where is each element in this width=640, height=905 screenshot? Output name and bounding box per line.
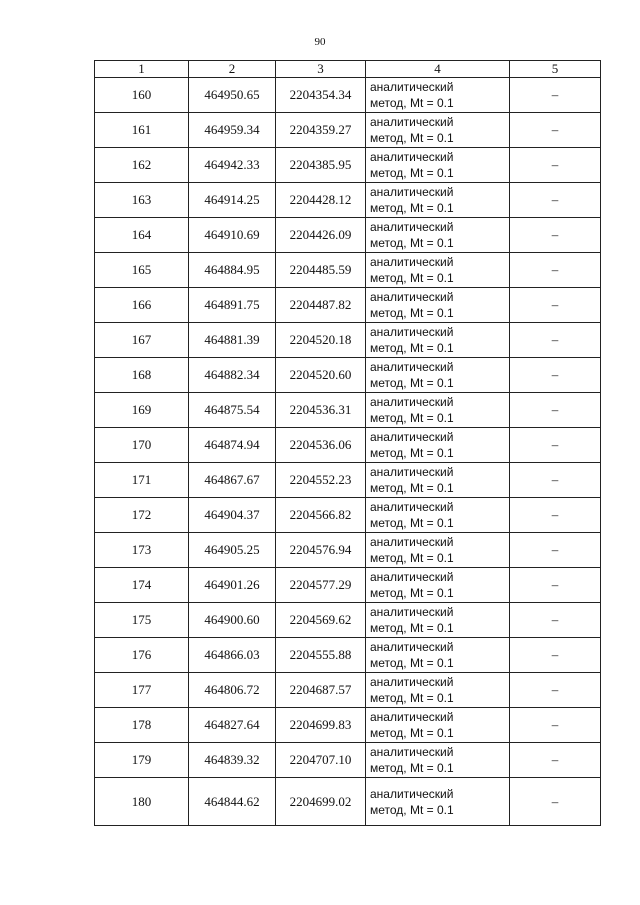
y-coordinate-cell: 2204520.60 xyxy=(276,358,366,393)
method-line-1: аналитический xyxy=(370,395,454,409)
method-cell xyxy=(366,218,510,253)
point-number-cell: 174 xyxy=(95,568,189,603)
method-cell xyxy=(366,778,510,826)
method-cell xyxy=(366,428,510,463)
method-line-1: аналитический xyxy=(370,605,454,619)
page-number: 90 xyxy=(314,36,326,48)
method-line-2: метод, Mt = 0.1 xyxy=(370,656,454,670)
method-line-1: аналитический xyxy=(370,570,454,584)
table-row xyxy=(95,743,601,778)
method-line-2: метод, Mt = 0.1 xyxy=(370,271,454,285)
note-cell: – xyxy=(510,743,601,778)
x-coordinate-cell: 464942.33 xyxy=(189,148,276,183)
column-header: 3 xyxy=(276,61,366,78)
note-cell: – xyxy=(510,113,601,148)
table-row xyxy=(95,778,601,826)
x-coordinate-cell: 464950.65 xyxy=(189,78,276,113)
point-number-cell: 160 xyxy=(95,78,189,113)
note-cell: – xyxy=(510,498,601,533)
method-line-1: аналитический xyxy=(370,430,454,444)
table-header-row xyxy=(95,61,601,78)
x-coordinate-cell: 464884.95 xyxy=(189,253,276,288)
method-cell xyxy=(366,708,510,743)
method-line-2: метод, Mt = 0.1 xyxy=(370,516,454,530)
note-cell: – xyxy=(510,78,601,113)
method-cell xyxy=(366,393,510,428)
table-row xyxy=(95,498,601,533)
x-coordinate-cell: 464839.32 xyxy=(189,743,276,778)
point-number-cell: 167 xyxy=(95,323,189,358)
note-cell: – xyxy=(510,183,601,218)
method-cell xyxy=(366,498,510,533)
point-number-cell: 179 xyxy=(95,743,189,778)
point-number-cell: 168 xyxy=(95,358,189,393)
method-line-1: аналитический xyxy=(370,710,454,724)
point-number-cell: 169 xyxy=(95,393,189,428)
point-number-cell: 170 xyxy=(95,428,189,463)
point-number-cell: 171 xyxy=(95,463,189,498)
note-cell: – xyxy=(510,778,601,826)
note-cell: – xyxy=(510,323,601,358)
point-number-cell: 178 xyxy=(95,708,189,743)
y-coordinate-cell: 2204555.88 xyxy=(276,638,366,673)
method-line-1: аналитический xyxy=(370,500,454,514)
y-coordinate-cell: 2204566.82 xyxy=(276,498,366,533)
y-coordinate-cell: 2204577.29 xyxy=(276,568,366,603)
method-line-2: метод, Mt = 0.1 xyxy=(370,691,454,705)
note-cell: – xyxy=(510,638,601,673)
method-cell xyxy=(366,253,510,288)
method-line-1: аналитический xyxy=(370,786,454,801)
note-cell: – xyxy=(510,148,601,183)
note-cell: – xyxy=(510,463,601,498)
method-line-2: метод, Mt = 0.1 xyxy=(370,236,454,250)
method-cell xyxy=(366,288,510,323)
note-cell: – xyxy=(510,253,601,288)
y-coordinate-cell: 2204707.10 xyxy=(276,743,366,778)
method-line-2: метод, Mt = 0.1 xyxy=(370,131,454,145)
table-row xyxy=(95,148,601,183)
y-coordinate-cell: 2204428.12 xyxy=(276,183,366,218)
table-row xyxy=(95,568,601,603)
note-cell: – xyxy=(510,603,601,638)
method-line-2: метод, Mt = 0.1 xyxy=(370,621,454,635)
method-line-1: аналитический xyxy=(370,220,454,234)
y-coordinate-cell: 2204487.82 xyxy=(276,288,366,323)
x-coordinate-cell: 464901.26 xyxy=(189,568,276,603)
method-cell xyxy=(366,673,510,708)
x-coordinate-cell: 464882.34 xyxy=(189,358,276,393)
point-number-cell: 161 xyxy=(95,113,189,148)
method-line-2: метод, Mt = 0.1 xyxy=(370,411,454,425)
method-line-2: метод, Mt = 0.1 xyxy=(370,802,454,817)
method-cell xyxy=(366,323,510,358)
method-line-2: метод, Mt = 0.1 xyxy=(370,341,454,355)
method-line-1: аналитический xyxy=(370,535,454,549)
method-line-2: метод, Mt = 0.1 xyxy=(370,761,454,775)
y-coordinate-cell: 2204687.57 xyxy=(276,673,366,708)
method-line-2: метод, Mt = 0.1 xyxy=(370,586,454,600)
point-number-cell: 163 xyxy=(95,183,189,218)
column-header: 4 xyxy=(366,61,510,78)
x-coordinate-cell: 464914.25 xyxy=(189,183,276,218)
note-cell: – xyxy=(510,288,601,323)
method-line-1: аналитический xyxy=(370,290,454,304)
method-line-2: метод, Mt = 0.1 xyxy=(370,201,454,215)
y-coordinate-cell: 2204354.34 xyxy=(276,78,366,113)
table-row xyxy=(95,218,601,253)
method-line-2: метод, Mt = 0.1 xyxy=(370,166,454,180)
method-cell xyxy=(366,148,510,183)
column-header: 1 xyxy=(95,61,189,78)
point-number-cell: 164 xyxy=(95,218,189,253)
table-row xyxy=(95,428,601,463)
y-coordinate-cell: 2204569.62 xyxy=(276,603,366,638)
x-coordinate-cell: 464844.62 xyxy=(189,778,276,826)
method-cell xyxy=(366,113,510,148)
x-coordinate-cell: 464959.34 xyxy=(189,113,276,148)
method-cell xyxy=(366,568,510,603)
table-row xyxy=(95,288,601,323)
x-coordinate-cell: 464875.54 xyxy=(189,393,276,428)
y-coordinate-cell: 2204699.02 xyxy=(276,778,366,826)
table-row xyxy=(95,78,601,113)
column-header: 5 xyxy=(510,61,601,78)
y-coordinate-cell: 2204552.23 xyxy=(276,463,366,498)
method-line-1: аналитический xyxy=(370,80,454,94)
method-line-2: метод, Mt = 0.1 xyxy=(370,481,454,495)
method-line-1: аналитический xyxy=(370,640,454,654)
y-coordinate-cell: 2204385.95 xyxy=(276,148,366,183)
y-coordinate-cell: 2204536.06 xyxy=(276,428,366,463)
point-number-cell: 173 xyxy=(95,533,189,568)
table-body xyxy=(95,78,601,826)
method-line-1: аналитический xyxy=(370,255,454,269)
method-line-2: метод, Mt = 0.1 xyxy=(370,726,454,740)
method-line-2: метод, Mt = 0.1 xyxy=(370,376,454,390)
method-line-2: метод, Mt = 0.1 xyxy=(370,306,454,320)
note-cell: – xyxy=(510,393,601,428)
note-cell: – xyxy=(510,428,601,463)
method-line-1: аналитический xyxy=(370,675,454,689)
table-row xyxy=(95,393,601,428)
method-cell xyxy=(366,183,510,218)
table-row xyxy=(95,638,601,673)
y-coordinate-cell: 2204359.27 xyxy=(276,113,366,148)
method-line-1: аналитический xyxy=(370,745,454,759)
method-cell xyxy=(366,463,510,498)
column-header: 2 xyxy=(189,61,276,78)
x-coordinate-cell: 464866.03 xyxy=(189,638,276,673)
x-coordinate-cell: 464881.39 xyxy=(189,323,276,358)
method-line-1: аналитический xyxy=(370,325,454,339)
x-coordinate-cell: 464900.60 xyxy=(189,603,276,638)
point-number-cell: 162 xyxy=(95,148,189,183)
note-cell: – xyxy=(510,568,601,603)
method-cell xyxy=(366,603,510,638)
x-coordinate-cell: 464827.64 xyxy=(189,708,276,743)
coordinates-table xyxy=(94,60,601,826)
x-coordinate-cell: 464904.37 xyxy=(189,498,276,533)
y-coordinate-cell: 2204426.09 xyxy=(276,218,366,253)
note-cell: – xyxy=(510,218,601,253)
point-number-cell: 176 xyxy=(95,638,189,673)
point-number-cell: 177 xyxy=(95,673,189,708)
x-coordinate-cell: 464867.67 xyxy=(189,463,276,498)
method-line-1: аналитический xyxy=(370,150,454,164)
point-number-cell: 180 xyxy=(95,778,189,826)
method-line-1: аналитический xyxy=(370,360,454,374)
point-number-cell: 172 xyxy=(95,498,189,533)
x-coordinate-cell: 464891.75 xyxy=(189,288,276,323)
y-coordinate-cell: 2204485.59 xyxy=(276,253,366,288)
method-line-2: метод, Mt = 0.1 xyxy=(370,96,454,110)
y-coordinate-cell: 2204520.18 xyxy=(276,323,366,358)
method-line-1: аналитический xyxy=(370,115,454,129)
method-cell xyxy=(366,78,510,113)
method-line-1: аналитический xyxy=(370,185,454,199)
table-row xyxy=(95,183,601,218)
method-line-1: аналитический xyxy=(370,465,454,479)
note-cell: – xyxy=(510,533,601,568)
method-cell xyxy=(366,358,510,393)
note-cell: – xyxy=(510,358,601,393)
method-cell xyxy=(366,638,510,673)
note-cell: – xyxy=(510,708,601,743)
table-row xyxy=(95,253,601,288)
point-number-cell: 175 xyxy=(95,603,189,638)
method-cell xyxy=(366,533,510,568)
table-row xyxy=(95,113,601,148)
table-row xyxy=(95,323,601,358)
method-line-2: метод, Mt = 0.1 xyxy=(370,551,454,565)
table-row xyxy=(95,463,601,498)
table-row xyxy=(95,603,601,638)
y-coordinate-cell: 2204536.31 xyxy=(276,393,366,428)
x-coordinate-cell: 464910.69 xyxy=(189,218,276,253)
table-row xyxy=(95,358,601,393)
method-line-2: метод, Mt = 0.1 xyxy=(370,446,454,460)
x-coordinate-cell: 464806.72 xyxy=(189,673,276,708)
y-coordinate-cell: 2204576.94 xyxy=(276,533,366,568)
table-row xyxy=(95,533,601,568)
y-coordinate-cell: 2204699.83 xyxy=(276,708,366,743)
table-row xyxy=(95,708,601,743)
table-row xyxy=(95,673,601,708)
point-number-cell: 165 xyxy=(95,253,189,288)
note-cell: – xyxy=(510,673,601,708)
x-coordinate-cell: 464874.94 xyxy=(189,428,276,463)
method-cell xyxy=(366,743,510,778)
x-coordinate-cell: 464905.25 xyxy=(189,533,276,568)
point-number-cell: 166 xyxy=(95,288,189,323)
